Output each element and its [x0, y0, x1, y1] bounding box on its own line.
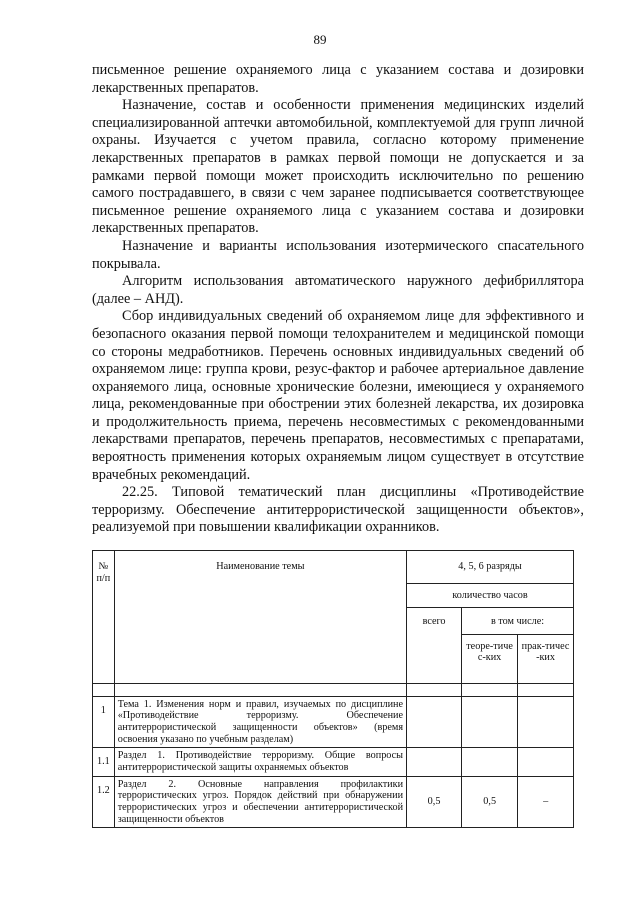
row-num: 1.2 [93, 776, 115, 827]
header-total: всего [407, 608, 462, 684]
row-topic-text: Раздел 1. Противодействие терроризму. Общие вопросы антитеррористической защиты охраняемых объектов [117, 750, 404, 773]
row-num: 1 [93, 696, 115, 747]
thematic-plan-table [92, 550, 574, 828]
row-topic-text: Тема 1. Изменения норм и правил, изучаемых по дисциплине «Противодействие терроризму. Обеспечение антитеррористической защищенности объектов» (время освоения указано по учебным разделам) [117, 698, 404, 745]
table-row [93, 748, 574, 777]
table-row-spacer [93, 683, 574, 696]
paragraph-4: Алгоритм использования автоматического наружного дефибриллятора (далее – АНД). [92, 273, 584, 307]
paragraph-5: Сбор индивидуальных сведений об охраняемом лице для эффективного и безопасного оказания первой помощи телохранителем и медицинской помощи со стороны медработников. Перечень основных индивидуальных сведений об охраняемом лице: группа крови, резус-фактор и рабочее артериальное давление охраняемого лица, основные хронические болезни, имеющиеся у охраняемого лица, рекомендованные при обострении этих болезней лекарства, их дозировка и продолжительность приема, перечень несовместимых с рекомендованными лекарствами препаратов, перечень препаратов, несовместимых с препаратами, вероятность применения которых охраняемым лицом существует в отсутствие врачебных рекомендаций. [92, 308, 584, 483]
paragraph-1: письменное решение охраняемого лица с указанием состава и дозировки лекарственных препаратов. [92, 62, 584, 96]
row-total: 0,5 [407, 776, 462, 827]
row-total [407, 696, 462, 747]
row-topic [114, 748, 406, 777]
row-theory [462, 748, 518, 777]
header-theory: теоре-тичес-ких [462, 635, 518, 683]
header-practice: прак-тичес-ких [521, 640, 570, 664]
page-number: 89 [313, 32, 327, 47]
row-practice [518, 696, 574, 747]
header-subcolumns [462, 634, 573, 683]
header-topic-name: Наименование темы [114, 551, 406, 684]
paragraph-6: 22.25. Типовой тематический план дисциплины «Противодействие терроризму. Обеспечение антитеррористической защищенности объектов», реализуемой при повышении квалификации охранников. [92, 484, 584, 536]
row-practice: – [518, 776, 574, 827]
table-header-row [93, 551, 574, 584]
paragraph-2: Назначение, состав и особенности применения медицинских изделий специализированной аптечки автомобильной, комплектуемой для групп личной охраны. Изучается с учетом правила, согласно которому применение лекарственных препаратов в рамках первой помощи не допускается и за рамками первой помощи может происходить исключительно по решению самого пострадавшего, в связи с чем заранее подписывается соответствующее письменное решение охраняемого лица с указанием состава и дозировки лекарственных препаратов. [92, 97, 584, 237]
row-num: 1.1 [93, 748, 115, 777]
header-hours: количество часов [407, 583, 574, 608]
row-practice [518, 748, 574, 777]
row-total [407, 748, 462, 777]
header-including: в том числе: [490, 616, 545, 628]
body-text [92, 62, 584, 537]
row-topic [114, 776, 406, 827]
row-topic-text: Раздел 2. Основные направления профилактики террористических угроз. Порядок действий при обнаружении террористических угроз и обеспечении антитеррористической защищенности объектов [117, 778, 404, 825]
row-topic [114, 696, 406, 747]
header-grades: 4, 5, 6 разряды [407, 551, 574, 584]
row-theory: 0,5 [462, 776, 518, 827]
header-num: № п/п [93, 551, 115, 684]
row-theory [462, 696, 518, 747]
header-including-cell [462, 608, 574, 684]
table-row [93, 696, 574, 747]
table-row [93, 776, 574, 827]
paragraph-3: Назначение и варианты использования изотермического спасательного покрывала. [92, 237, 584, 272]
